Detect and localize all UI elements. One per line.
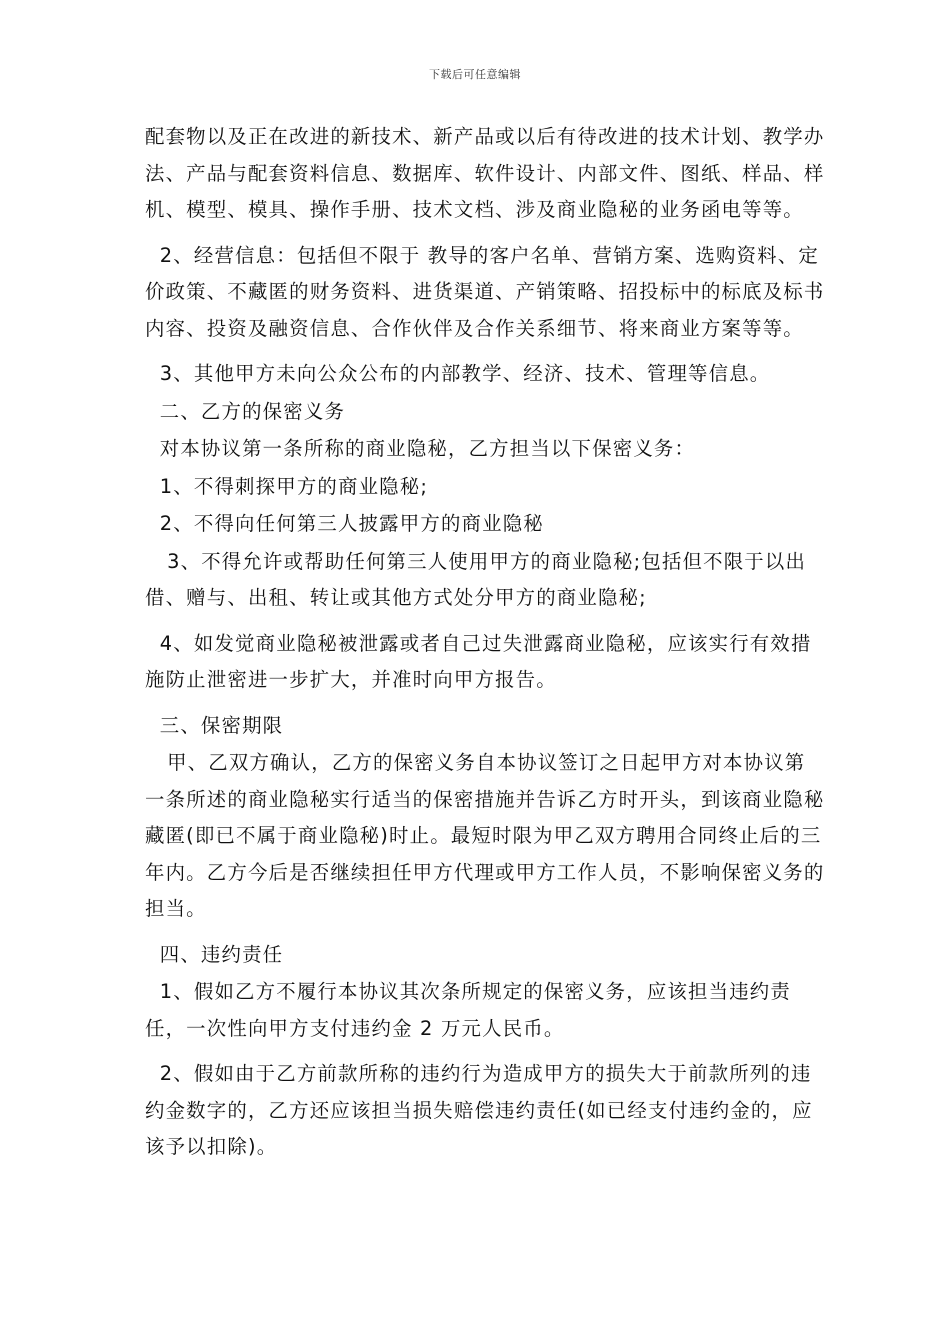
paragraph-other-info: 3、其他甲方未向公众公布的内部教学、经济、技术、管理等信息。 xyxy=(145,362,771,385)
paragraph-duty-1: 1、不得刺探甲方的商业隐秘; xyxy=(145,474,429,498)
paragraph-business-info: 2、经营信息：包括但不限于 教导的客户名单、营销方案、选购资料、定价政策、不藏匿的财务资料、进货渠道、产销策略、招投标中的标底及标书内容、投资及融资信息、合作伙伴及合作关系细节、将来商业方案等等。 xyxy=(145,243,825,340)
paragraph-duty-3: 3、不得允许或帮助任何第三人使用甲方的商业隐秘;包括但不限于以出借、赠与、出租、转让或其他方式处分甲方的商业隐秘; xyxy=(145,549,807,609)
page-header: 下载后可任意编辑 xyxy=(429,68,521,81)
paragraph-tech-info-continued: 配套物以及正在改进的新技术、新产品或以后有待改进的技术计划、教学办法、产品与配套资料信息、数据库、软件设计、内部文件、图纸、样品、样机、模型、模具、操作手册、技术文档、涉及商业隐秘的业务函电等等。 xyxy=(145,125,825,221)
section-heading-confidentiality-duty: 二、乙方的保密义务 xyxy=(145,399,346,423)
paragraph-duty-2: 2、不得向任何第三人披露甲方的商业隐秘 xyxy=(145,512,544,535)
paragraph-duty-intro: 对本协议第一条所称的商业隐秘，乙方担当以下保密义务： xyxy=(145,437,696,460)
paragraph-term: 甲、乙双方确认，乙方的保密义务自本协议签订之日起甲方对本协议第一条所述的商业隐秘实行适当的保密措施并告诉乙方时开头，到该商业隐秘藏匿(即已不属于商业隐秘)时止。最短时限为甲乙双方聘用合同终止后的三年内。乙方今后是否继续担任甲方代理或甲方工作人员，不影响保密义务的担当。 xyxy=(145,751,825,920)
document-body xyxy=(145,119,825,1175)
paragraph-liability-2: 2、假如由于乙方前款所称的违约行为造成甲方的损失大于前款所列的违约金数字的，乙方还应该担当损失赔偿违约责任(如已经支付违约金的，应该予以扣除)。 xyxy=(145,1062,813,1158)
section-heading-term: 三、保密期限 xyxy=(145,713,284,737)
paragraph-liability-1: 1、假如乙方不履行本协议其次条所规定的保密义务，应该担当违约责任，一次性向甲方支付违约金 2 万元人民币。 xyxy=(145,980,791,1040)
section-heading-liability: 四、违约责任 xyxy=(145,942,284,966)
paragraph-duty-4: 4、如发觉商业隐秘被泄露或者自己过失泄露商业隐秘，应该实行有效措施防止泄密进一步扩大，并准时向甲方报告。 xyxy=(145,631,812,691)
